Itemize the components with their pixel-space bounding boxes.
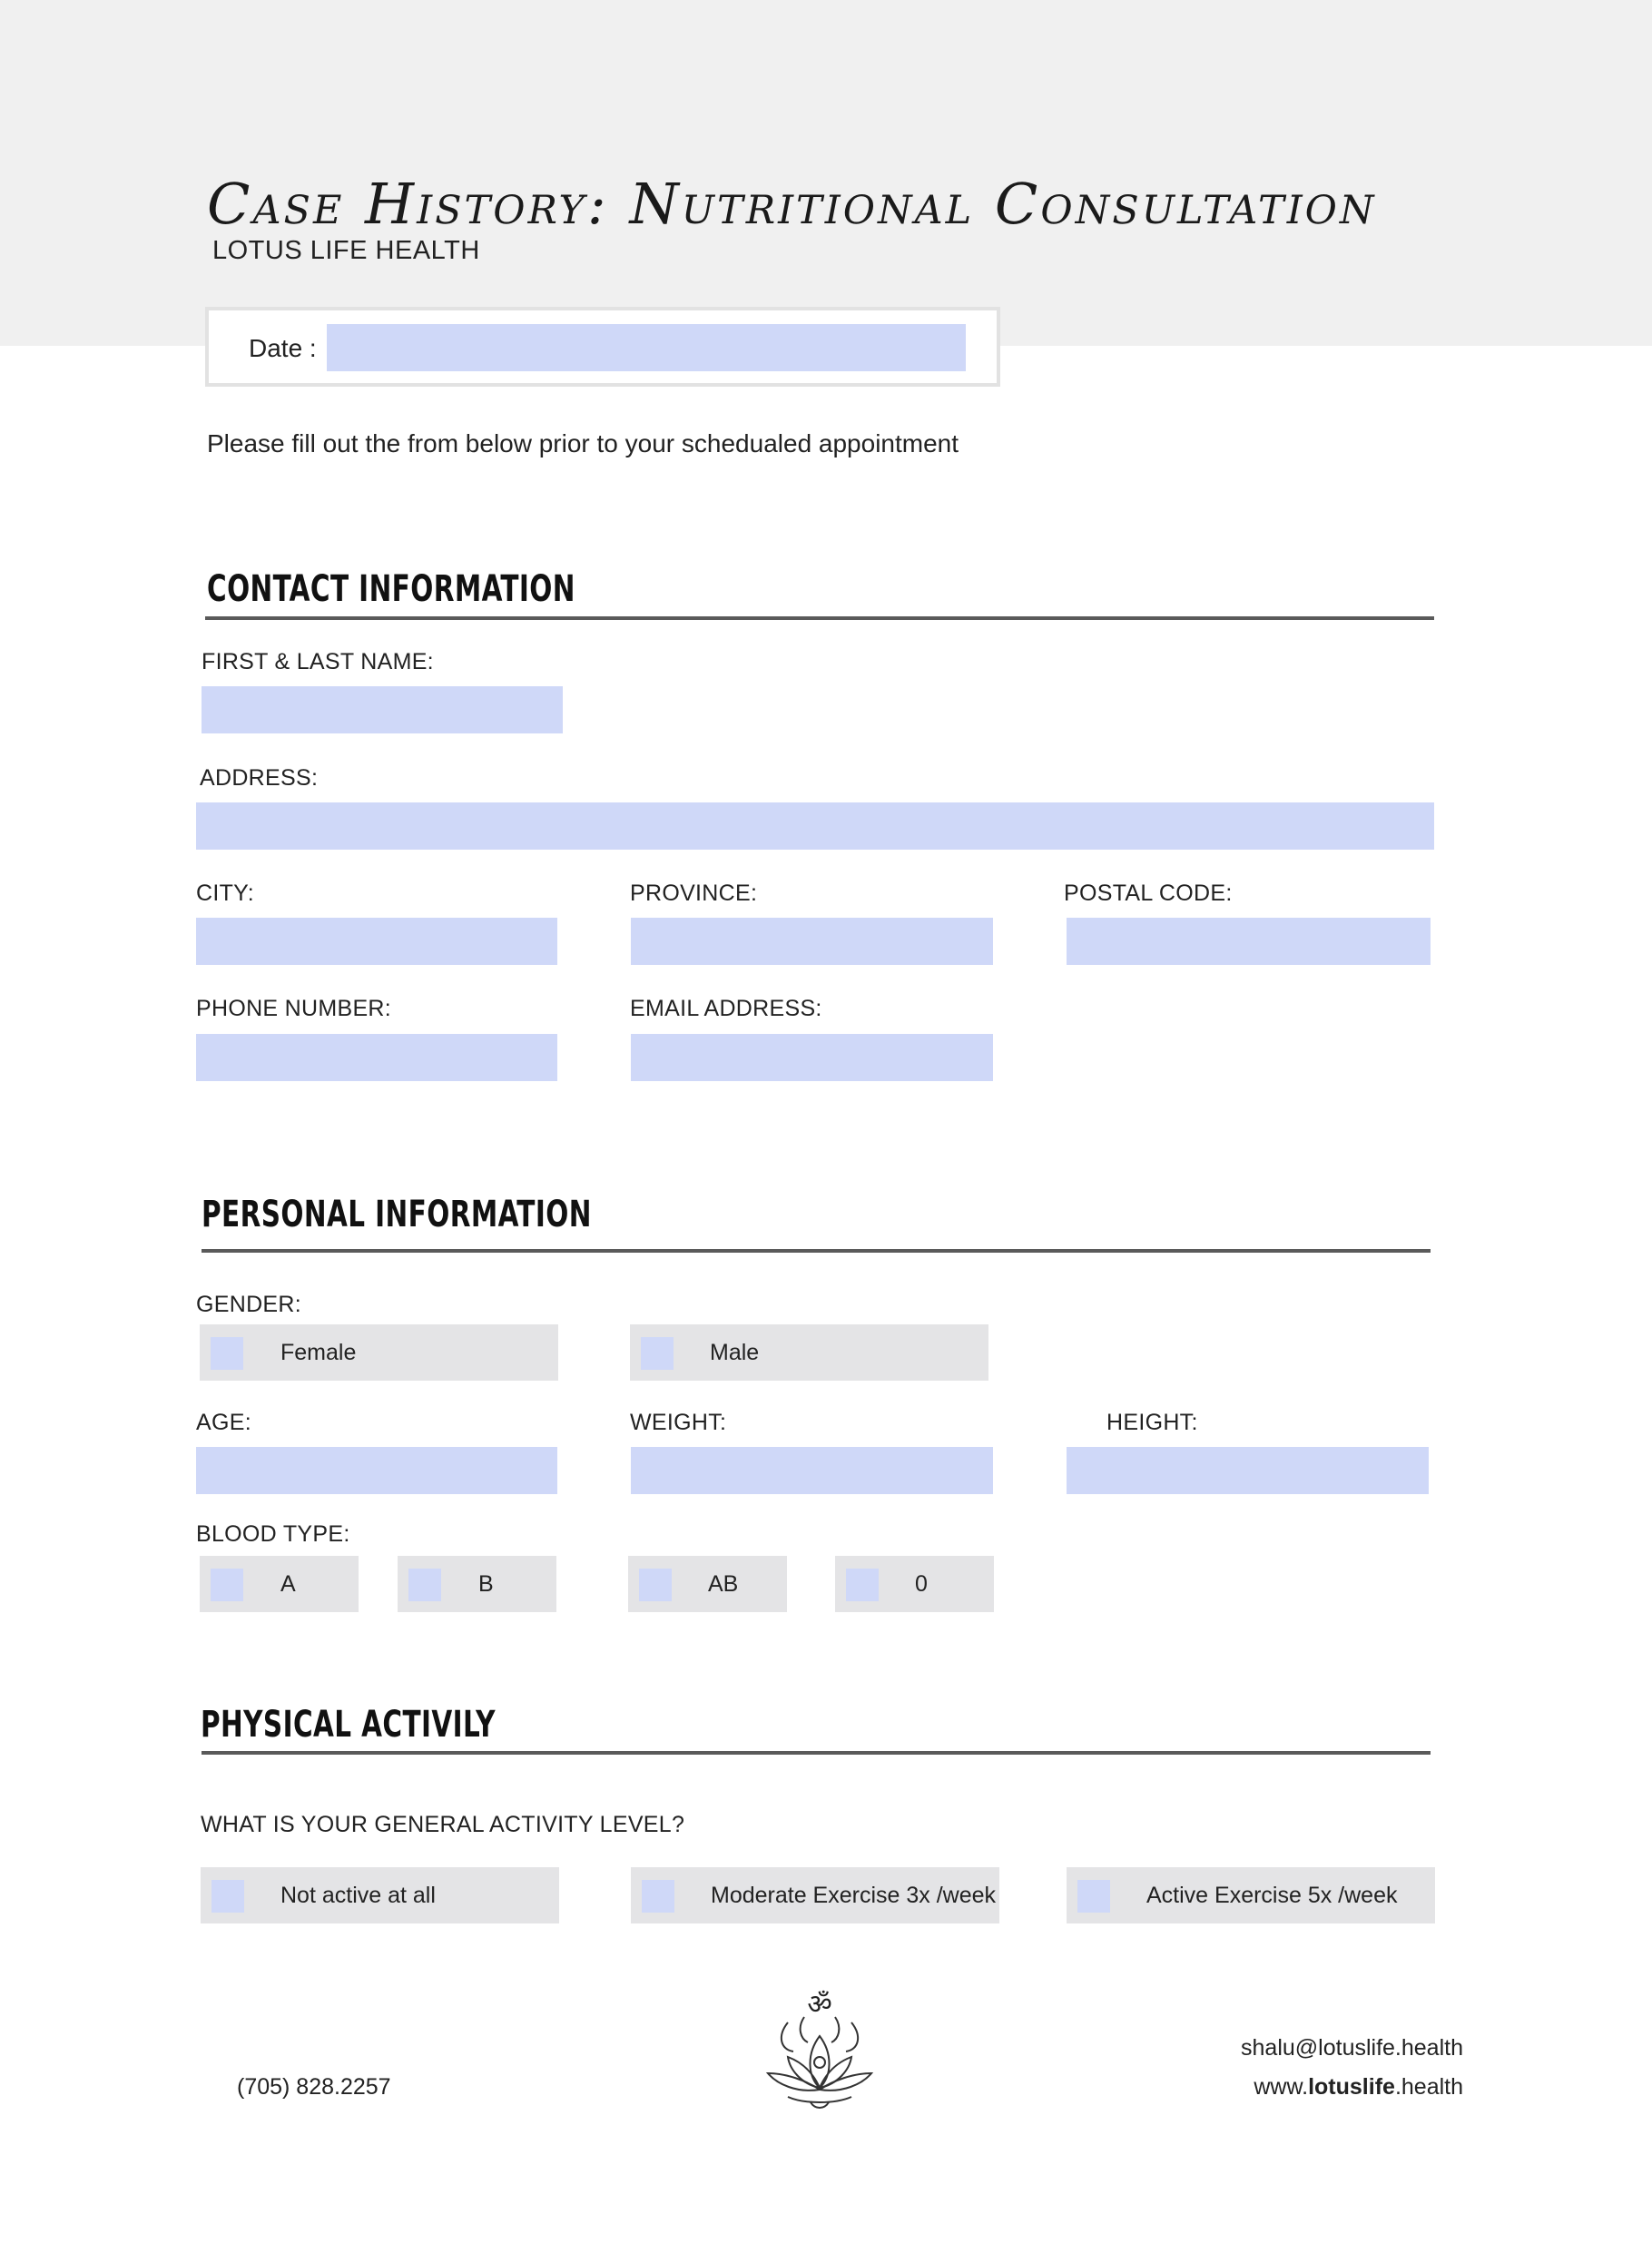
date-label: Date : xyxy=(249,334,317,362)
blood-option-a[interactable] xyxy=(200,1556,359,1612)
postal-input[interactable] xyxy=(1067,918,1431,965)
website-suffix: .health xyxy=(1394,2074,1463,2100)
contact-section-title: CONTACT INFORMATION xyxy=(207,568,575,610)
date-box xyxy=(205,307,1000,387)
blood-option-b[interactable] xyxy=(398,1556,556,1612)
date-input[interactable] xyxy=(327,324,966,371)
footer-phone: (705) 828.2257 xyxy=(237,2074,391,2100)
gender-option-female[interactable] xyxy=(200,1324,558,1381)
height-input[interactable] xyxy=(1067,1447,1429,1494)
activity-divider xyxy=(202,1751,1431,1755)
personal-section-title: PERSONAL INFORMATION xyxy=(202,1194,592,1235)
footer-email[interactable]: shalu@lotuslife.health xyxy=(1241,2035,1463,2061)
checkbox[interactable] xyxy=(211,1880,244,1913)
contact-divider xyxy=(205,616,1434,620)
province-input[interactable] xyxy=(631,918,993,965)
activity-option-moderate[interactable] xyxy=(631,1867,999,1923)
checkbox[interactable] xyxy=(639,1569,672,1601)
intro-text: Please fill out the from below prior to your schedualed appointment xyxy=(207,429,959,457)
phone-label: PHONE NUMBER: xyxy=(196,996,392,1021)
activity-option-active[interactable] xyxy=(1067,1867,1435,1923)
checkbox[interactable] xyxy=(642,1880,674,1913)
postal-label: POSTAL CODE: xyxy=(1064,881,1233,906)
blood-option-0[interactable] xyxy=(835,1556,994,1612)
email-input[interactable] xyxy=(631,1034,993,1081)
option-label: 0 xyxy=(915,1571,928,1597)
city-label: CITY: xyxy=(196,881,255,906)
activity-option-not-active[interactable] xyxy=(201,1867,559,1923)
blood-type-label: BLOOD TYPE: xyxy=(196,1521,350,1547)
option-label: Female xyxy=(280,1340,357,1365)
option-label: A xyxy=(280,1571,296,1597)
option-label: B xyxy=(478,1571,494,1597)
checkbox[interactable] xyxy=(408,1569,441,1601)
activity-question: WHAT IS YOUR GENERAL ACTIVITY LEVEL? xyxy=(201,1812,685,1837)
address-input[interactable] xyxy=(196,802,1434,850)
checkbox[interactable] xyxy=(641,1337,674,1370)
footer-website[interactable] xyxy=(1254,2074,1463,2101)
page-subtitle: LOTUS LIFE HEALTH xyxy=(212,236,480,265)
province-label: PROVINCE: xyxy=(630,881,758,906)
page-title: Case History: Nutritional Consultation xyxy=(207,171,1377,237)
address-label: ADDRESS: xyxy=(200,765,319,791)
weight-input[interactable] xyxy=(631,1447,993,1494)
option-label: Moderate Exercise 3x /week xyxy=(711,1883,997,1908)
option-label: Not active at all xyxy=(280,1883,436,1908)
personal-divider xyxy=(202,1249,1431,1253)
blood-option-ab[interactable] xyxy=(628,1556,787,1612)
website-domain: lotuslife xyxy=(1308,2074,1395,2100)
phone-input[interactable] xyxy=(196,1034,557,1081)
svg-text:ॐ: ॐ xyxy=(807,1989,832,2021)
activity-section-title: PHYSICAL ACTIVILY xyxy=(201,1704,496,1746)
email-label: EMAIL ADDRESS: xyxy=(630,996,822,1021)
option-label: Active Exercise 5x /week xyxy=(1146,1883,1398,1908)
checkbox[interactable] xyxy=(211,1569,243,1601)
weight-label: WEIGHT: xyxy=(630,1410,727,1435)
option-label: AB xyxy=(708,1571,739,1597)
website-prefix: www. xyxy=(1254,2074,1309,2100)
name-input[interactable] xyxy=(202,686,563,733)
gender-label: GENDER: xyxy=(196,1292,302,1317)
checkbox[interactable] xyxy=(211,1337,243,1370)
checkbox[interactable] xyxy=(846,1569,879,1601)
checkbox[interactable] xyxy=(1077,1880,1110,1913)
name-label: FIRST & LAST NAME: xyxy=(202,649,434,674)
gender-option-male[interactable] xyxy=(630,1324,988,1381)
height-label: HEIGHT: xyxy=(1106,1410,1198,1435)
age-label: AGE: xyxy=(196,1410,251,1435)
city-input[interactable] xyxy=(196,918,557,965)
lotus-om-logo-icon xyxy=(761,1986,879,2113)
age-input[interactable] xyxy=(196,1447,557,1494)
option-label: Male xyxy=(710,1340,760,1365)
